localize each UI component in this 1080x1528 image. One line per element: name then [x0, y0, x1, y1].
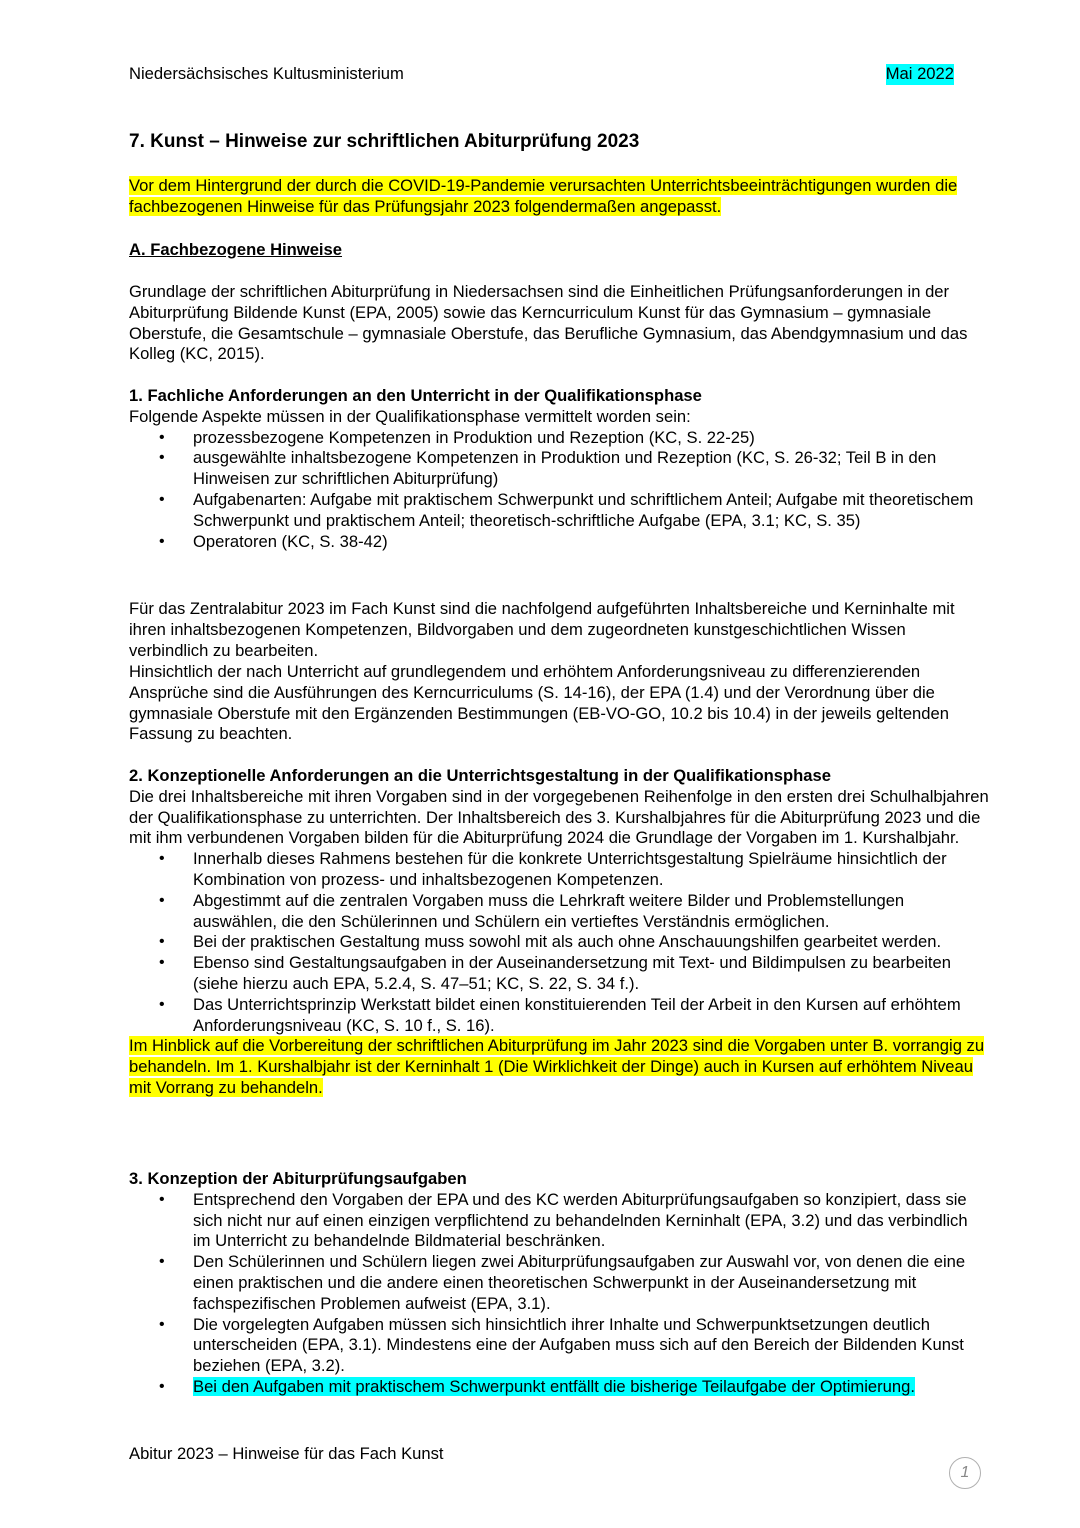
list-item: • Entsprechend den Vorgaben der EPA und des KC werden Abiturprüfungsaufgaben so konzipiert, dass sie sich nicht nur auf einen einzigen verpflichtend zu behandelnden Kerninhalt (EPA, 3.2) und das verbindlich im Unterricht zu behandelnde Bildmaterial beschränken.	[129, 1190, 989, 1252]
section-3-list	[129, 1190, 989, 1398]
section-3-title: 3. Konzeption der Abiturprüfungsaufgaben	[129, 1169, 467, 1188]
section-1-paragraph-2: Hinsichtlich der nach Unterricht auf grundlegendem und erhöhtem Anforderungsniveau zu differenzierenden Ansprüche sind die Ausführungen des Kerncurriculums (S. 14-16), der EPA (1.4) und der Verordnung über die gymnasiale Oberstufe mit den Ergänzenden Bestimmungen (EB-VO-GO, 10.2 bis 10.4) in der jeweils geltenden Fassung zu beachten.	[129, 662, 949, 744]
list-item: • Bei der praktischen Gestaltung muss sowohl mit als auch ohne Anschauungshilfen gearbeitet werden.	[129, 932, 989, 953]
list-item: • Abgestimmt auf die zentralen Vorgaben muss die Lehrkraft weitere Bilder und Problemstellungen auswählen, die den Schülerinnen und Schülern ein vertieftes Verständnis ermöglichen.	[129, 891, 989, 933]
document-title: 7. Kunst – Hinweise zur schriftlichen Abiturprüfung 2023	[129, 131, 640, 152]
section-2-list	[129, 849, 989, 1036]
intro-highlight: Vor dem Hintergrund der durch die COVID-19-Pandemie verursachten Unterrichtsbeeinträchtigungen wurden die fachbezogenen Hinweise für das Prüfungsjahr 2023 folgendermaßen angepasst.	[129, 176, 958, 216]
list-item: • Die vorgelegten Aufgaben müssen sich hinsichtlich ihrer Inhalte und Schwerpunktsetzungen deutlich unterscheiden (EPA, 3.1). Mindestens eine der Aufgaben muss sich auf den Bereich der Bildenden Kunst beziehen (EPA, 3.2).	[129, 1315, 989, 1377]
list-item: • Innerhalb dieses Rahmens bestehen für die konkrete Unterrichtsgestaltung Spielräume hinsichtlich der Kombination von prozess- und inhaltsbezogenen Kompetenzen.	[129, 849, 989, 891]
list-item: • prozessbezogene Kompetenzen in Produktion und Rezeption (KC, S. 22-25)	[129, 428, 989, 449]
section-1-paragraph-1: Für das Zentralabitur 2023 im Fach Kunst sind die nachfolgend aufgeführten Inhaltsbereiche und Kerninhalte mit ihren inhaltsbezogenen Kompetenzen, Bildvorgaben und dem zugeordneten kunstgeschichtlichen Wissen verbindlich zu bearbeiten.	[129, 599, 955, 660]
header-date: Mai 2022	[885, 64, 954, 83]
section-2-title: 2. Konzeptionelle Anforderungen an die Unterrichtsgestaltung in der Qualifikationsphase	[129, 766, 831, 785]
header-ministry: Niedersächsisches Kultusministerium	[129, 64, 404, 83]
list-item: • ausgewählte inhaltsbezogene Kompetenzen in Produktion und Rezeption (KC, S. 26-32; Teil B in den Hinweisen zur schriftlichen Abiturprüfung)	[129, 448, 989, 490]
list-item: • Operatoren (KC, S. 38-42)	[129, 532, 989, 553]
list-item: • Ebenso sind Gestaltungsaufgaben in der Auseinandersetzung mit Text- und Bildimpulsen zu bearbeiten (siehe hierzu auch EPA, 5.2.4, S. 47–51; KC, S. 22, S. 34 f.).	[129, 953, 989, 995]
list-item: • Den Schülerinnen und Schülern liegen zwei Abiturprüfungsaufgaben zur Auswahl vor, von denen die eine einen praktischen und die andere einen theoretischen Schwerpunkt in der Auseinandersetzung mit fachspezifischen Problemen aufweist (EPA, 3.1).	[129, 1252, 989, 1314]
section-a-title: A. Fachbezogene Hinweise	[129, 240, 343, 259]
section-a-text: Grundlage der schriftlichen Abiturprüfung in Niedersachsen sind die Einheitlichen Prüfungsanforderungen in der Abiturprüfung Bildende Kunst (EPA, 2005) sowie das Kerncurriculum Kunst für das Gymnasium – gymnasiale Oberstufe, die Gesamtschule – gymnasiale Oberstufe, das Berufliche Gymnasium, das Abendgymnasium und das Kolleg (KC, 2015).	[129, 282, 968, 364]
list-item: • Das Unterrichtsprinzip Werkstatt bildet einen konstituierenden Teil der Arbeit in den Kursen auf erhöhtem Anforderungsniveau (KC, S. 10 f., S. 16).	[129, 995, 989, 1037]
list-item	[129, 1377, 989, 1398]
intro-paragraph	[129, 176, 989, 218]
section-2-highlight-paragraph	[129, 1036, 989, 1098]
page-number-badge	[949, 1457, 981, 1489]
section-1-list	[129, 428, 989, 553]
section-2-highlight: Im Hinblick auf die Vorbereitung der schriftlichen Abiturprüfung im Jahr 2023 sind die Vorgaben unter B. vorrangig zu behandeln. Im 1. Kurshalbjahr ist der Kerninhalt 1 (Die Wirklichkeit der Dinge) auch in Kursen auf erhöhtem Niveau mit Vorrang zu behandeln.	[129, 1036, 985, 1097]
page-header	[129, 64, 954, 86]
section-1-title: 1. Fachliche Anforderungen an den Unterricht in der Qualifikationsphase	[129, 386, 702, 405]
list-item: • Aufgabenarten: Aufgabe mit praktischem Schwerpunkt und schriftlichem Anteil; Aufgabe mit theoretischem Schwerpunkt und praktischem Anteil; theoretisch-schriftliche Aufgabe (EPA, 3.1; KC, S. 35)	[129, 490, 989, 532]
section-2-lead: Die drei Inhaltsbereiche mit ihren Vorgaben sind in der vorgegebenen Reihenfolge in den ersten drei Schulhalbjahren der Qualifikationsphase zu unterrichten. Der Inhaltsbereich des 3. Kurshalbjahres für die Abiturprüfung 2023 und die mit ihm verbundenen Vorgaben bilden für die Abiturprüfung 2024 die Grundlage der Vorgaben im 1. Kurshalbjahr.	[129, 786, 989, 848]
section-1	[129, 386, 989, 552]
page-footer: Abitur 2023 – Hinweise für das Fach Kunst	[129, 1444, 444, 1463]
section-1-lead: Folgende Aspekte müssen in der Qualifikationsphase vermittelt worden sein:	[129, 406, 691, 426]
section-3-highlight-item: Bei den Aufgaben mit praktischem Schwerpunkt entfällt die bisherige Teilaufgabe der Optimierung.	[193, 1376, 915, 1396]
page-number: 1	[960, 1463, 970, 1481]
section-3	[129, 1169, 989, 1398]
section-2	[129, 766, 989, 1099]
